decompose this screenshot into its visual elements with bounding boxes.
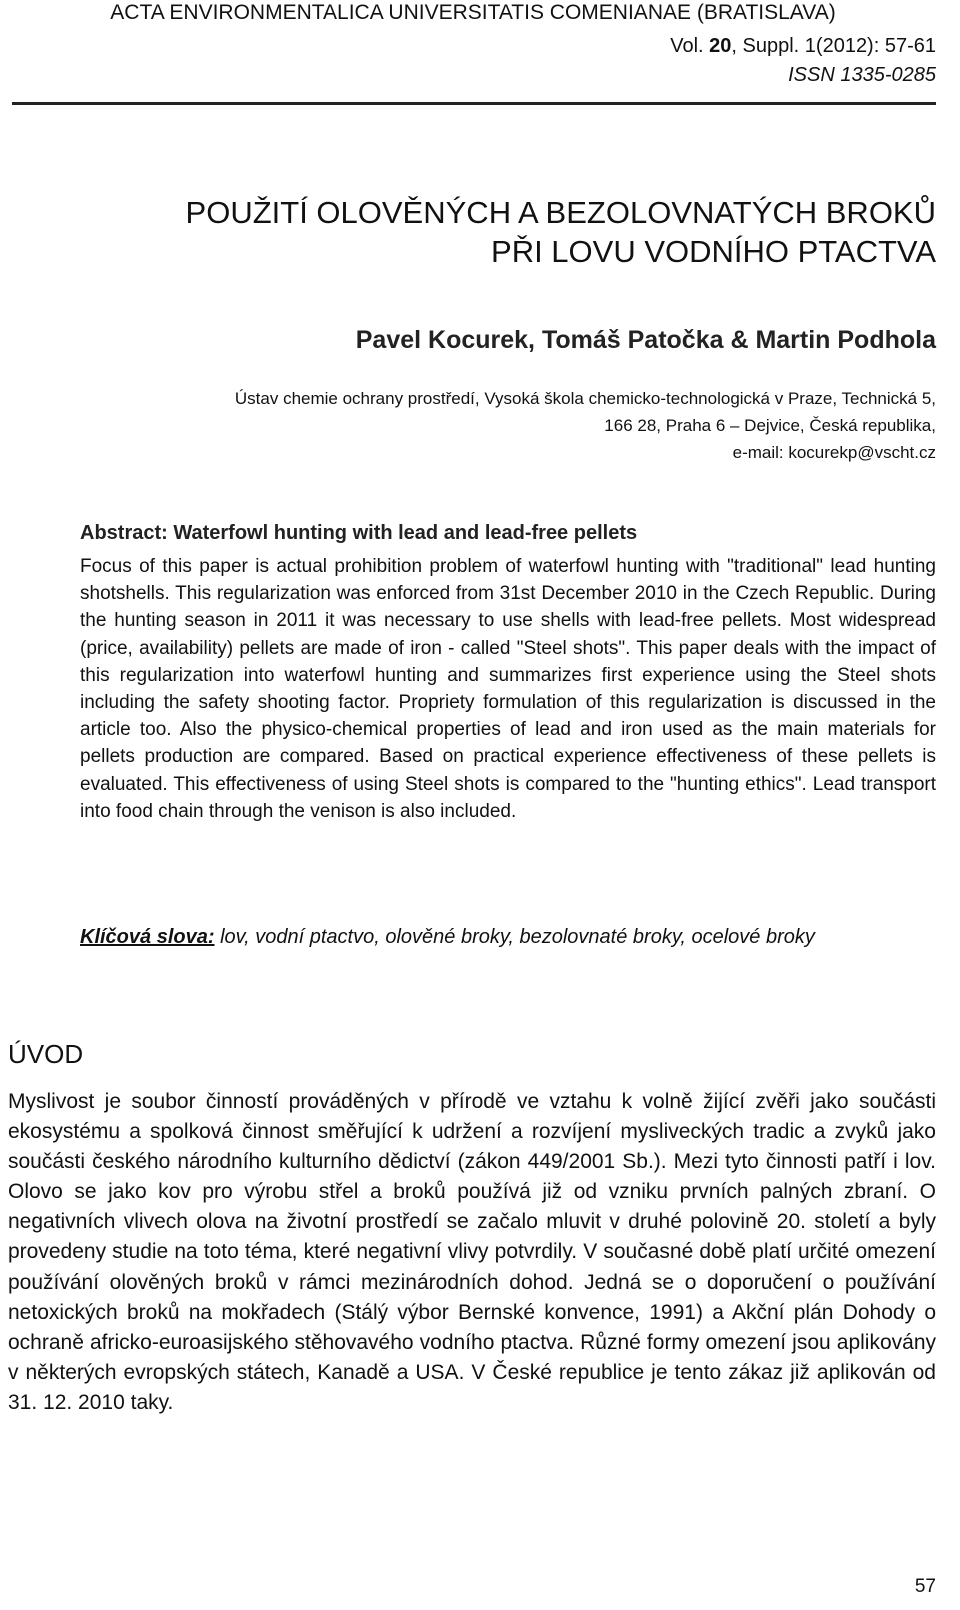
title-line-2: PŘI LOVU VODNÍHO PTACTVA: [491, 234, 936, 269]
keywords-text: lov, vodní ptactvo, olověné broky, bezolovnaté broky, ocelové broky: [214, 926, 815, 948]
header-divider: [12, 102, 936, 105]
volume-number: 20: [709, 35, 732, 57]
page-number: 57: [914, 1576, 936, 1597]
abstract-section: [80, 519, 936, 825]
volume-prefix: Vol.: [670, 35, 710, 57]
abstract-title: Abstract: Waterfowl hunting with lead and lead-free pellets: [80, 522, 638, 544]
journal-name: ACTA ENVIRONMENTALICA UNIVERSITATIS COMENIANAE (BRATISLAVA): [110, 1, 836, 24]
paper-title: [186, 193, 936, 271]
affiliation-email: e-mail: kocurekp@vscht.cz: [732, 443, 936, 462]
affiliation-line-1: Ústav chemie ochrany prostředí, Vysoká škola chemicko-technologická v Praze, Technická 5,: [234, 389, 936, 408]
section-body: Myslivost je soubor činností prováděných v přírodě ve vztahu k volně žijící zvěři jako součásti ekosystému a spolková činnost směřující k udržení a rozvíjení mysliveckých tradic a zvyků jako součásti českého národního kulturního dědictví (zákon 449/2001 Sb.). Mezi tyto činnosti patří i lov. Olovo se jako kov pro výrobu střel a broků používá již od vzniku prvních palných zbraní. O negativních vlivech olova na životní prostředí se začalo mluvit v druhé polovině 20. století a byly provedeny studie na toto téma, které negativní vlivy potvrdily. V současné době platí určité omezení používání olověných broků v rámci mezinárodních dohod. Jedná se o doporučení o používání netoxických broků na mokřadech (Stálý výbor Bernské konvence, 1991) a Akční plán Dohody o ochraně africko-euroasijského stěhovavého vodního ptactva. Různé formy omezení jsou aplikovány v některých evropských státech, Kanadě a USA. V České republice je tento zákaz již aplikován od 31. 12. 2010 taky.: [8, 1090, 936, 1414]
keywords-label: Klíčová slova:: [80, 926, 215, 948]
journal-issn: ISSN 1335-0285: [788, 64, 936, 86]
paper-authors: Pavel Kocurek, Tomáš Patočka & Martin Podhola: [355, 326, 936, 354]
section-heading: ÚVOD: [8, 1039, 84, 1069]
affiliation-line-2: 166 28, Praha 6 – Dejvice, Česká republika,: [604, 416, 936, 435]
journal-volume: [10, 31, 936, 61]
author-affiliation: [40, 385, 936, 466]
title-line-1: POUŽITÍ OLOVĚNÝCH A BEZOLOVNATÝCH BROKŮ: [185, 195, 936, 230]
journal-header: [10, 0, 936, 89]
abstract-text: Focus of this paper is actual prohibition problem of waterfowl hunting with "traditional" lead hunting shotshells. This regularization was enforced from 31st December 2010 in the Czech Republic. During the hunting season in 2011 it was necessary to use shells with lead-free pellets. Most widespread (price, availability) pellets are made of iron - called "Steel shots". This paper deals with the impact of this regularization into waterfowl hunting and summarizes first experience using the Steel shots including the safety shooting factor. Propriety formulation of this regularization is discussed in the article too. Also the physico-chemical properties of lead and iron used as the main materials for pellets production are compared. Based on practical experience effectiveness of these pellets is evaluated. This effectiveness of using Steel shots is compared to the "hunting ethics". Lead transport into food chain through the venison is also included.: [80, 556, 936, 822]
volume-suffix: , Suppl. 1(2012): 57-61: [731, 35, 936, 57]
keywords: [80, 923, 936, 951]
